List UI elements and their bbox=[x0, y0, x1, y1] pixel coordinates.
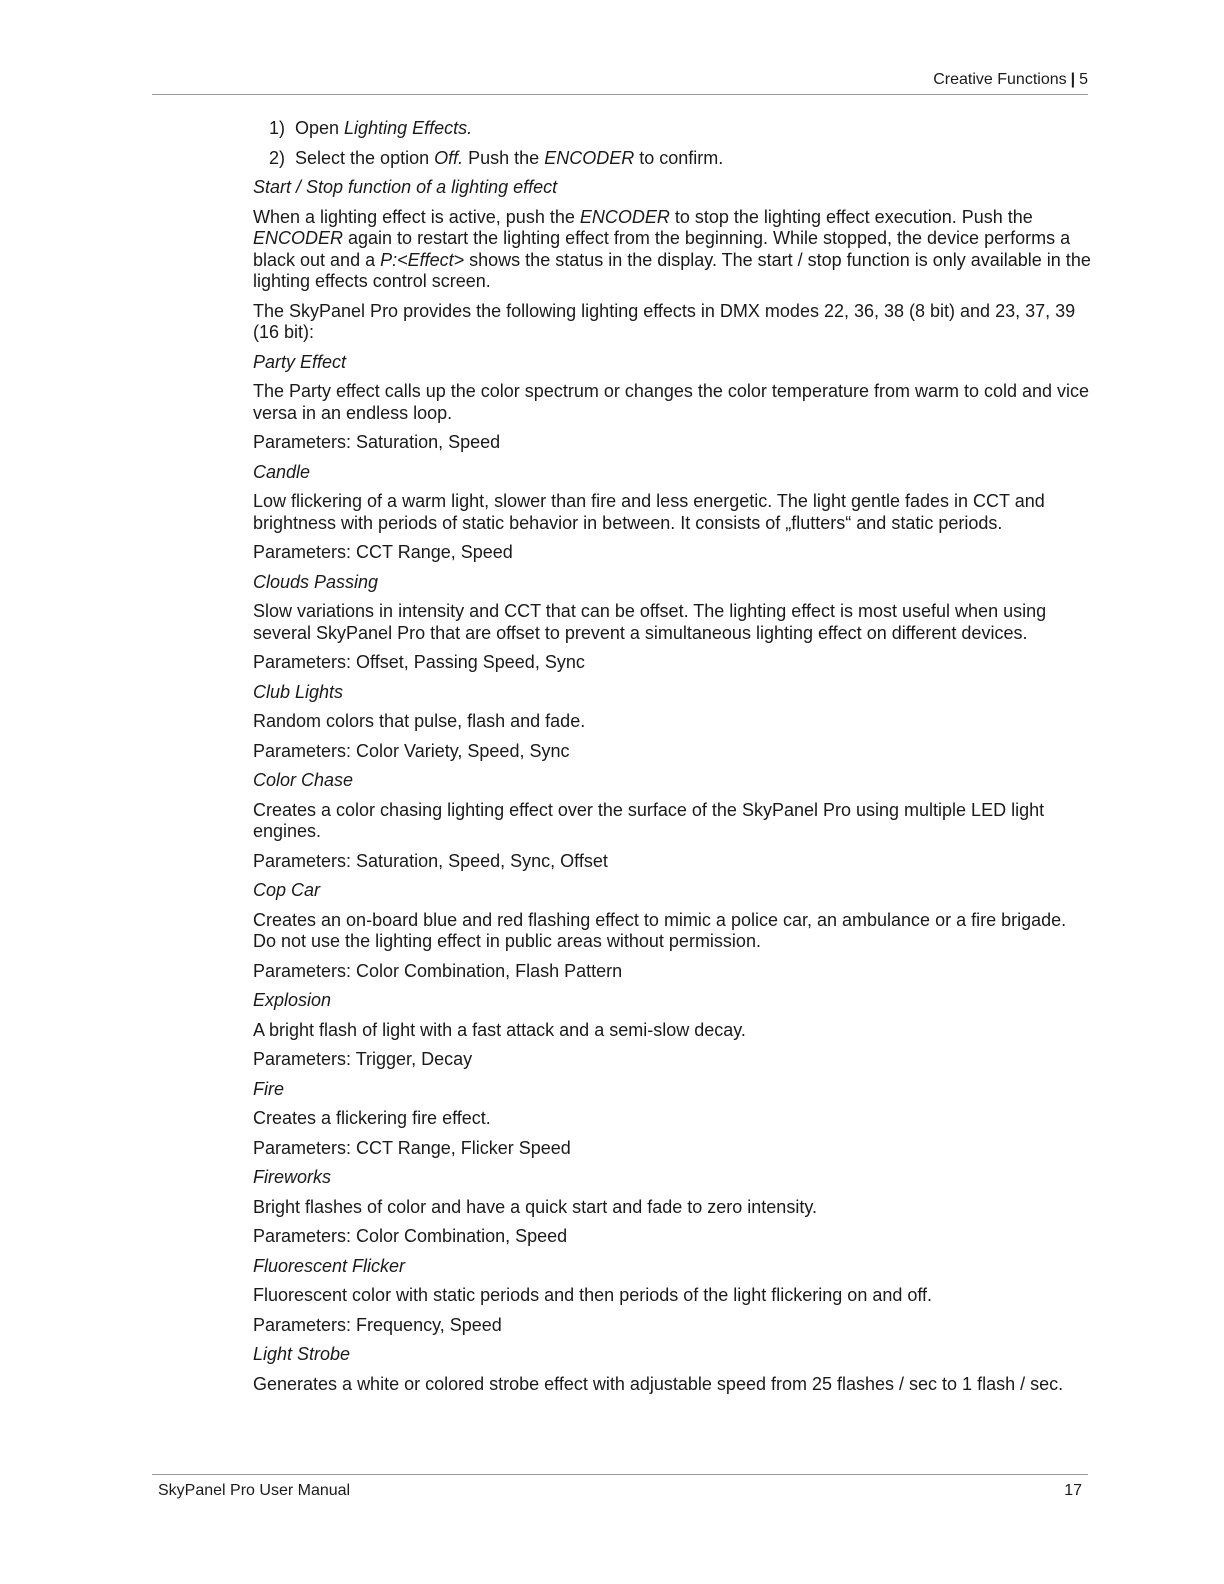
page-footer bbox=[152, 1474, 1088, 1499]
step-text: Open bbox=[295, 118, 345, 138]
effect-parameters: Parameters: Color Variety, Speed, Sync bbox=[253, 740, 570, 761]
effect-title: Fire bbox=[253, 1078, 284, 1099]
effect-parameters: Parameters: Trigger, Decay bbox=[253, 1049, 473, 1069]
header-chapter-number: 5 bbox=[1079, 71, 1088, 88]
effect-section bbox=[253, 352, 1093, 454]
effect-title: Party Effect bbox=[253, 351, 347, 372]
effect-description: A bright flash of light with a fast attack and a semi-slow decay. bbox=[253, 1019, 746, 1040]
effect-parameters: Parameters: CCT Range, Flicker Speed bbox=[253, 1137, 571, 1158]
header-separator: | bbox=[1070, 71, 1076, 88]
start-stop-heading: Start / Stop function of a lighting effect bbox=[253, 177, 558, 197]
paragraph-text: to stop the lighting effect execution. Push the bbox=[669, 206, 1033, 227]
effects-intro: The SkyPanel Pro provides the following lighting effects in DMX modes 22, 36, 38 (8 bit) and 23, 37, 39 (16 bit): bbox=[253, 300, 1076, 342]
effect-title: Explosion bbox=[253, 990, 332, 1010]
effect-section bbox=[253, 682, 1093, 763]
step-number: 1) bbox=[269, 118, 286, 138]
effect-section bbox=[253, 880, 1093, 982]
effect-section bbox=[253, 1344, 1093, 1395]
effect-description: Creates a flickering fire effect. bbox=[253, 1108, 491, 1128]
effect-section bbox=[253, 572, 1093, 674]
step-emphasis: ENCODER bbox=[544, 147, 635, 168]
effect-description: Fluorescent color with static periods and then periods of the light flickering on and off. bbox=[253, 1285, 933, 1305]
effect-parameters: Parameters: Saturation, Speed, Sync, Offset bbox=[253, 850, 608, 871]
paragraph-emphasis: ENCODER bbox=[253, 228, 344, 248]
paragraph-text: When a lighting effect is active, push the bbox=[253, 206, 580, 227]
effect-description: Creates an on-board blue and red flashing effect to mimic a police car, an ambulance or a fire brigade. Do not use the lighting effect in public areas without permission. bbox=[253, 909, 1067, 951]
effect-description: Random colors that pulse, flash and fade. bbox=[253, 711, 586, 731]
effect-title: Fireworks bbox=[253, 1167, 332, 1187]
step-emphasis: Lighting Effects. bbox=[344, 118, 473, 138]
document-body bbox=[253, 118, 1093, 1403]
step-text: to confirm. bbox=[634, 147, 724, 168]
step-list bbox=[253, 118, 1093, 169]
effect-description: Creates a color chasing lighting effect over the surface of the SkyPanel Pro using multiple LED light engines. bbox=[253, 799, 1045, 841]
step-number: 2) bbox=[269, 147, 286, 168]
effect-description: Low flickering of a warm light, slower than fire and less energetic. The light gentle fades in CCT and brightness with periods of static behavior in between. It consists of „flutters“ and static periods. bbox=[253, 491, 1045, 533]
effect-title: Fluorescent Flicker bbox=[253, 1255, 406, 1276]
effect-title: Color Chase bbox=[253, 770, 354, 790]
effect-title: Club Lights bbox=[253, 681, 344, 702]
effect-title: Candle bbox=[253, 461, 311, 482]
step-text: Push the bbox=[463, 147, 545, 168]
footer-manual-title: SkyPanel Pro User Manual bbox=[158, 1482, 351, 1499]
effect-title: Light Strobe bbox=[253, 1344, 351, 1364]
step-text: Select the option bbox=[295, 147, 435, 168]
effect-section bbox=[253, 1256, 1093, 1337]
effect-parameters: Parameters: Offset, Passing Speed, Sync bbox=[253, 652, 585, 672]
effect-parameters: Parameters: CCT Range, Speed bbox=[253, 542, 513, 562]
effect-parameters: Parameters: Frequency, Speed bbox=[253, 1314, 502, 1335]
effect-description: The Party effect calls up the color spectrum or changes the color temperature from warm to cold and vice versa in an endless loop. bbox=[253, 381, 1090, 423]
effect-section bbox=[253, 770, 1093, 872]
step-emphasis: Off. bbox=[434, 147, 464, 168]
effect-parameters: Parameters: Color Combination, Speed bbox=[253, 1226, 568, 1246]
header-section-title: Creative Functions bbox=[933, 71, 1067, 88]
effect-title: Clouds Passing bbox=[253, 571, 379, 592]
effect-section bbox=[253, 1079, 1093, 1160]
effect-section bbox=[253, 990, 1093, 1071]
effect-parameters: Parameters: Saturation, Speed bbox=[253, 432, 501, 452]
paragraph-emphasis: ENCODER bbox=[579, 206, 670, 227]
paragraph-emphasis: P:<Effect> bbox=[380, 249, 465, 270]
effect-section bbox=[253, 1167, 1093, 1248]
paragraph-text: again to restart the lighting effect from the beginning. While stopped, the device performs a black out and a bbox=[253, 228, 1071, 270]
effect-description: Slow variations in intensity and CCT that can be offset. The lighting effect is most useful when using several SkyPanel Pro that are offset to prevent a simultaneous lighting effect on different devices. bbox=[253, 601, 1047, 643]
start-stop-paragraph bbox=[253, 207, 1093, 293]
effect-description: Bright flashes of color and have a quick start and fade to zero intensity. bbox=[253, 1196, 817, 1217]
effect-section bbox=[253, 462, 1093, 564]
paragraph-text: shows the status in the display. The start / stop function is only available in the lighting effects control screen. bbox=[253, 249, 1091, 291]
page-header bbox=[152, 68, 1088, 95]
step-item bbox=[269, 148, 1093, 170]
effect-title: Cop Car bbox=[253, 880, 321, 900]
footer-page-number: 17 bbox=[1064, 1482, 1082, 1499]
effect-description: Generates a white or colored strobe effect with adjustable speed from 25 flashes / sec to 1 flash / sec. bbox=[253, 1373, 1064, 1394]
effect-parameters: Parameters: Color Combination, Flash Pattern bbox=[253, 960, 623, 981]
step-item bbox=[269, 118, 1093, 140]
